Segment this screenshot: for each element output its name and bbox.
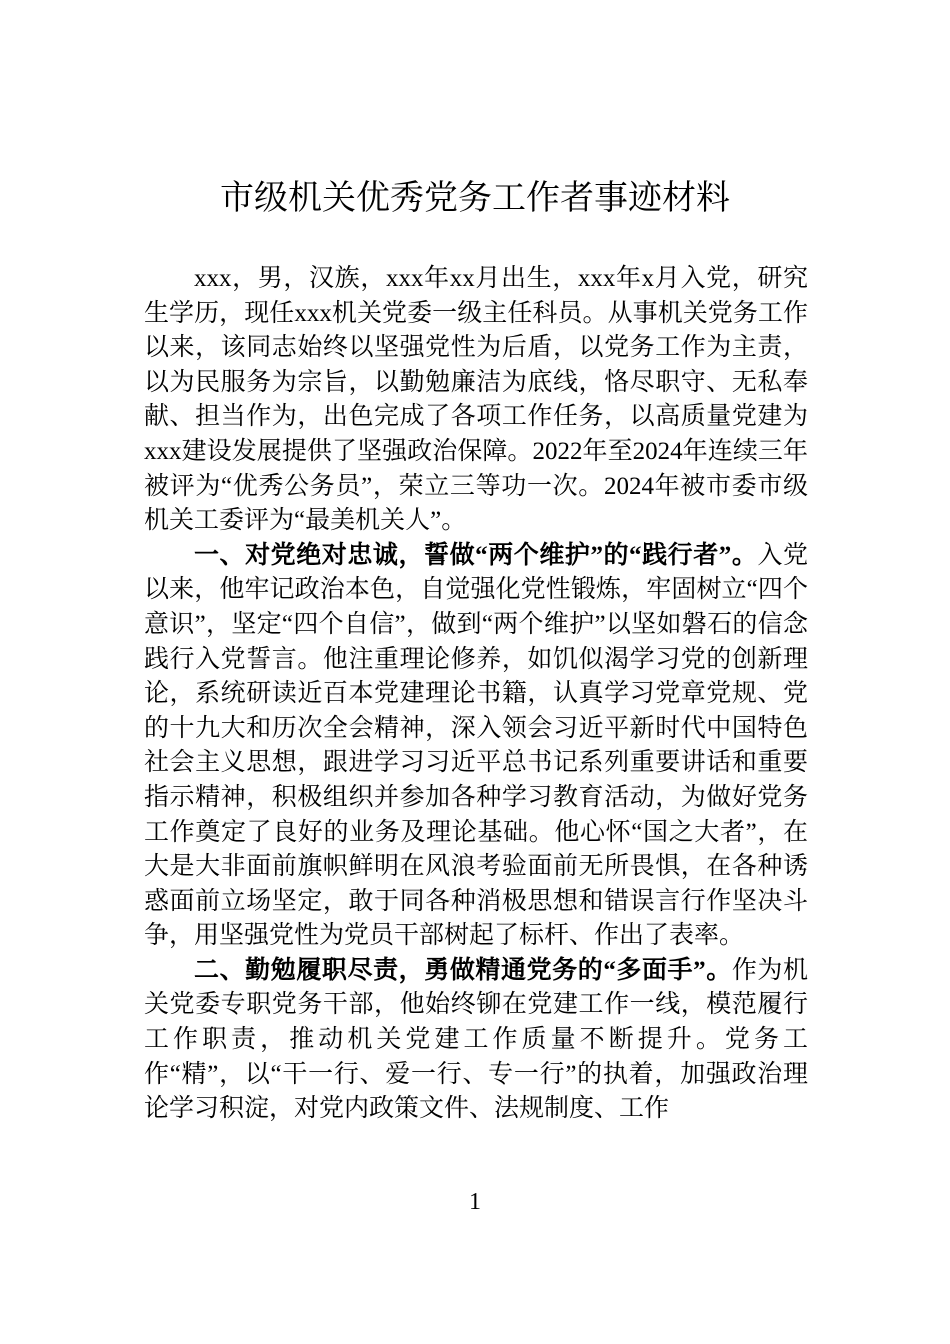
section-heading-loyalty: 一、对党绝对忠诚，誓做“两个维护”的“践行者”。 <box>194 541 758 569</box>
paragraph-intro-text: xxx，男，汉族，xxx年xx月出生，xxx年x月入党，研究生学历，现任xxx机关党委一级主任科员。从事机关党务工作以来，该同志始终以坚强党性为后盾，以党务工作为主责，以为民服务为宗旨，以勤勉廉洁为底线，恪尽职守、无私奉献、担当作为，出色完成了各项工作任务，以高质量党建为xxx建设发展提供了坚强政治保障。2022年至2024年连续三年被评为“优秀公务员”，荣立三等功一次。2024年被市委市级机关工委评为“最美机关人”。 <box>144 265 808 535</box>
paragraph-intro <box>144 262 808 539</box>
document-title: 市级机关优秀党务工作者事迹材料 <box>220 178 730 218</box>
paragraph-diligence-text: 作为机关党委专职党务干部，他始终铆在党建工作一线，模范履行工作职责，推动机关党建工作质量不断提升。党务工作“精”，以“干一行、爱一行、专一行”的执着，加强政治理论学习积淀，对党内政策文件、法规制度、工作 <box>144 956 808 1123</box>
page-number: 1 <box>469 1189 481 1215</box>
paragraph-diligence <box>144 954 808 1127</box>
paragraph-loyalty <box>144 539 808 954</box>
document-body <box>144 262 808 1127</box>
section-heading-diligence: 二、勤勉履职尽责，勇做精通党务的“多面手”。 <box>194 956 732 984</box>
paragraph-loyalty-text: 入党以来，他牢记政治本色，自觉强化党性锻炼，牢固树立“四个意识”，坚定“四个自信”，做到“两个维护”以坚如磐石的信念践行入党誓言。他注重理论修养，如饥似渴学习党的创新理论，系统研读近百本党建理论书籍，认真学习党章党规、党的十九大和历次全会精神，深入领会习近平新时代中国特色社会主义思想，跟进学习习近平总书记系列重要讲话和重要指示精神，积极组织并参加各种学习教育活动，为做好党务工作奠定了良好的业务及理论基础。他心怀“国之大者”，在大是大非面前旗帜鲜明在风浪考验面前无所畏惧，在各种诱惑面前立场坚定，敢于同各种消极思想和错误言行作坚决斗争，用坚强党性为党员干部树起了标杆、作出了表率。 <box>144 541 808 950</box>
